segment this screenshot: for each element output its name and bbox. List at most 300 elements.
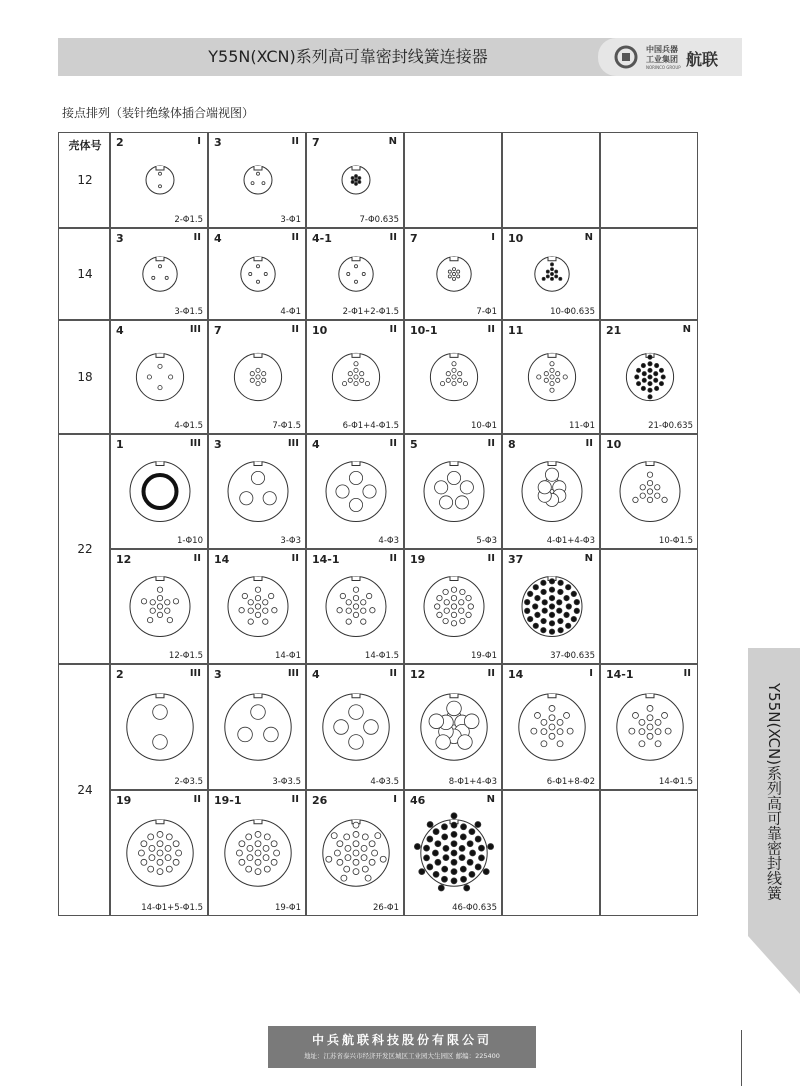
contact-pin (157, 850, 163, 856)
contact-pin (655, 729, 661, 735)
keyway-mark (352, 257, 360, 261)
arrangement-code: 14 (214, 553, 230, 566)
empty-cell (600, 790, 698, 916)
contact-pin (334, 850, 340, 856)
contact-pin (647, 489, 652, 494)
polarization-code: N (584, 232, 593, 243)
contact-pin (165, 600, 170, 605)
shell-header: 壳体号 (68, 139, 102, 152)
contact-pin (647, 724, 653, 730)
contact-arrangement-diagram (405, 791, 503, 917)
contact-pin (159, 172, 162, 175)
keyway-mark (156, 462, 164, 466)
contact-pin (263, 492, 276, 505)
shell-size-cell (58, 228, 110, 320)
contact-pin (353, 841, 359, 847)
contact-pin (545, 468, 558, 481)
polarization-code: II (389, 232, 397, 243)
contact-arrangement-diagram (307, 791, 405, 917)
contact-pin (414, 844, 420, 850)
contact-pin (435, 604, 440, 609)
arrangement-cell (306, 132, 404, 228)
arrangement-cell (600, 320, 698, 434)
contact-pin (331, 833, 337, 839)
contact-pin (264, 866, 270, 872)
arrangement-cell (306, 549, 404, 664)
contact-arrangement-diagram (111, 550, 209, 665)
contact-pin (239, 608, 244, 613)
contact-spec: 46-Φ0.635 (452, 903, 497, 913)
contact-pin (549, 587, 554, 592)
contact-arrangement-diagram (209, 791, 307, 917)
contact-arrangement-diagram (405, 321, 503, 435)
contact-pin (541, 618, 546, 623)
keyway-mark (254, 694, 262, 698)
arrangement-code: 4 (214, 232, 222, 245)
contact-pin (452, 277, 455, 280)
company-address: 地址：江苏省泰兴市经济开发区城区工业园大生园区 邮编：225400 (304, 1052, 500, 1060)
arrangement-code: 1 (116, 438, 124, 451)
arrangement-cell (208, 664, 306, 790)
insulator-outline (241, 257, 275, 291)
contact-pin (541, 589, 546, 594)
contact-pin (550, 277, 553, 280)
contact-pin (369, 859, 375, 865)
contact-pin (351, 180, 354, 183)
contact-spec: 37-Φ0.635 (550, 651, 595, 661)
contact-pin (157, 595, 162, 600)
contact-arrangement-diagram (209, 435, 307, 550)
contact-pin (448, 270, 451, 273)
contact-pin (167, 617, 172, 622)
keyway-mark (156, 577, 164, 581)
contact-pin (461, 876, 467, 882)
page-rule (741, 1030, 742, 1086)
contact-pin (447, 701, 462, 716)
contact-spec: 10-Φ1.5 (658, 536, 693, 546)
polarization-code: III (189, 438, 201, 449)
contact-pin (250, 372, 254, 376)
arrangement-code: 10 (606, 438, 622, 451)
contact-pin (271, 859, 277, 865)
polarization-code: N (486, 794, 495, 805)
polarization-code: II (193, 794, 201, 805)
contact-pin (549, 612, 554, 617)
contact-pin (173, 841, 179, 847)
keyway-mark (450, 462, 458, 466)
contact-pin (262, 182, 265, 185)
empty-cell (600, 228, 698, 320)
contact-pin (427, 864, 433, 870)
insulator-outline (143, 257, 177, 291)
norinco-logo-icon (612, 45, 640, 69)
contact-spec: 10-Φ1 (471, 421, 497, 431)
polarization-code: II (487, 668, 495, 679)
contact-pin (542, 608, 547, 613)
contact-pin (639, 719, 645, 725)
contact-pin (655, 719, 661, 725)
contact-pin (168, 375, 172, 379)
contact-arrangement-diagram (503, 665, 601, 791)
contact-arrangement-diagram (503, 321, 601, 435)
contact-pin (435, 481, 448, 494)
arrangement-cell (110, 320, 208, 434)
contact-pin (358, 177, 361, 180)
contact-pin (248, 600, 253, 605)
arrangement-code: 4 (116, 324, 124, 337)
contact-pin (442, 834, 448, 840)
arrangement-code: 5 (410, 438, 418, 451)
contact-pin (256, 375, 260, 379)
polarization-code: II (487, 438, 495, 449)
contact-spec: 19-Φ1 (471, 651, 497, 661)
contact-pin (641, 363, 645, 367)
contact-pin (451, 822, 457, 828)
contact-pin (571, 616, 576, 621)
insulator-outline (424, 462, 484, 522)
contact-pin (550, 381, 554, 385)
contact-pin (346, 608, 351, 613)
contact-pin (354, 280, 357, 283)
arrangement-cell (502, 228, 600, 320)
contact-pin (557, 741, 563, 747)
contact-pin (451, 878, 457, 884)
contact-pin (157, 869, 163, 875)
contact-pin (255, 587, 260, 592)
contact-pin (364, 720, 379, 735)
contact-pin (354, 362, 358, 366)
empty-cell (502, 790, 600, 916)
contact-pin (451, 850, 457, 856)
contact-arrangement-diagram (209, 665, 307, 791)
arrangement-code: 3 (214, 438, 222, 451)
arrangement-cell (110, 790, 208, 916)
contact-pin (549, 595, 554, 600)
shell-size-cell (58, 132, 110, 228)
contact-pin (549, 629, 554, 634)
contact-pin (558, 618, 563, 623)
contact-pin (424, 855, 430, 861)
contact-pin (346, 619, 351, 624)
contact-pin (173, 859, 179, 865)
contact-pin (460, 834, 466, 840)
contact-pin (541, 580, 546, 585)
contact-pin (467, 859, 473, 865)
contact-pin (263, 600, 268, 605)
arrangement-cell (502, 664, 600, 790)
contact-pin (443, 855, 449, 861)
contact-pin (542, 277, 545, 280)
polarization-code: III (287, 668, 299, 679)
contact-pin (629, 728, 635, 734)
contact-pin (345, 845, 351, 851)
contact-pin (451, 604, 456, 609)
contact-pin (550, 263, 553, 266)
contact-pin (442, 866, 448, 872)
contact-pin (443, 589, 448, 594)
contact-pin (640, 493, 645, 498)
contact-pin (251, 705, 266, 720)
contact-pin (466, 595, 471, 600)
contact-pin (152, 276, 155, 279)
shell-size-cell (58, 320, 110, 434)
contact-pin (460, 481, 473, 494)
contact-pin (147, 617, 152, 622)
company-name: 中兵航联科技股份有限公司 (311, 1033, 492, 1047)
contact-pin (158, 385, 162, 389)
contact-pin (262, 378, 266, 382)
contact-pin (654, 372, 658, 376)
keyway-mark (450, 257, 458, 261)
contact-pin (271, 841, 277, 847)
contact-pin (141, 599, 146, 604)
contact-pin (647, 733, 653, 739)
contact-pin (176, 850, 182, 856)
contact-pin (574, 599, 579, 604)
insulator-outline (130, 462, 190, 522)
contact-pin (648, 375, 652, 379)
contact-pin (527, 591, 532, 596)
contact-pin (436, 735, 451, 750)
side-tab-text: Y55N(XCN)系列高可靠密封线簧 (765, 683, 783, 901)
arrangement-code: 14-1 (312, 553, 340, 566)
contact-pin (550, 268, 553, 271)
polarization-code: III (189, 668, 201, 679)
arrangement-code: 7 (312, 136, 320, 149)
contact-pin (647, 705, 653, 711)
contact-pin (437, 595, 442, 600)
keyway-mark (254, 462, 262, 466)
contact-pin (380, 856, 386, 862)
contact-pin (264, 834, 270, 840)
polarization-code: II (585, 438, 593, 449)
contact-pin (157, 859, 163, 865)
contact-pin (358, 180, 361, 183)
contact-pin (165, 845, 171, 851)
contact-pin (464, 885, 470, 891)
contact-pin (150, 600, 155, 605)
contact-pin (255, 831, 261, 837)
polarization-code: II (389, 438, 397, 449)
contact-pin (349, 735, 364, 750)
contact-pin (255, 859, 261, 865)
empty-cell (404, 132, 502, 228)
contact-pin (255, 869, 261, 875)
insulator-outline (136, 353, 183, 400)
contact-pin (441, 876, 447, 882)
contact-pin (153, 705, 168, 720)
contact-pin (247, 845, 253, 851)
contact-pin (546, 270, 549, 273)
contact-pin (444, 608, 449, 613)
contact-pin (255, 850, 261, 856)
arrangement-cell (600, 664, 698, 790)
contact-pin (475, 864, 481, 870)
contact-pin (439, 496, 452, 509)
contact-pin (165, 855, 171, 861)
keyway-mark (352, 577, 360, 581)
contact-pin (542, 600, 547, 605)
contact-pin (263, 855, 269, 861)
contact-pin (256, 381, 260, 385)
contact-pin (549, 604, 554, 609)
contact-arrangement-diagram (111, 435, 209, 550)
shell-size-cell (58, 664, 110, 916)
contact-pin (633, 497, 638, 502)
keyway-mark (352, 353, 360, 357)
polarization-code: II (683, 668, 691, 679)
contact-pin (457, 270, 460, 273)
contact-pin (256, 280, 259, 283)
contact-pin (636, 381, 640, 385)
arrangement-code: 8 (508, 438, 516, 451)
contact-pin (443, 845, 449, 851)
contact-pin (550, 368, 554, 372)
contact-pin (457, 275, 460, 278)
contact-pin (451, 621, 456, 626)
contact-pin (458, 378, 462, 382)
contact-spec: 4-Φ1 (280, 307, 301, 317)
contact-pin (441, 824, 447, 830)
contact-pin (546, 275, 549, 278)
contact-pin (264, 272, 267, 275)
brand-name: 航联 (686, 50, 719, 69)
contact-pin (365, 381, 369, 385)
contact-pin (488, 844, 494, 850)
contact-pin (557, 729, 563, 735)
contact-pin (461, 824, 467, 830)
arrangement-cell (404, 549, 502, 664)
contact-pin (550, 375, 554, 379)
contact-pin (463, 381, 467, 385)
contact-arrangement-diagram (503, 550, 601, 665)
polarization-code: II (291, 232, 299, 243)
polarization-code: II (291, 553, 299, 564)
empty-cell (600, 132, 698, 228)
contact-pin (353, 587, 358, 592)
keyway-mark (548, 694, 556, 698)
contact-pin (459, 600, 464, 605)
contact-arrangement-diagram (405, 665, 503, 791)
polarization-code: N (388, 136, 397, 147)
arrangement-cell (110, 434, 208, 549)
keyway-mark (352, 462, 360, 466)
contact-pin (360, 378, 364, 382)
contact-pin (549, 724, 555, 730)
contact-pin (642, 372, 646, 376)
arrangement-code: 3 (116, 232, 124, 245)
contact-pin (361, 608, 366, 613)
insulator-outline (228, 462, 288, 522)
contact-pin (342, 381, 346, 385)
contact-pin (475, 836, 481, 842)
section-subtitle: 接点排列（装针绝缘体插合端视图） (62, 106, 255, 120)
polarization-code: II (291, 136, 299, 147)
contact-spec: 12-Φ1.5 (168, 651, 203, 661)
contact-pin (348, 378, 352, 382)
contact-pin (158, 265, 161, 268)
arrangement-cell (208, 549, 306, 664)
contact-spec: 2-Φ1+2-Φ1.5 (342, 307, 399, 317)
arrangement-code: 37 (508, 553, 524, 566)
contact-pin (256, 265, 259, 268)
contact-pin (369, 841, 375, 847)
contact-pin (647, 480, 652, 485)
contact-spec: 6-Φ1+8-Φ2 (546, 777, 595, 787)
contact-pin (255, 595, 260, 600)
polarization-code: I (491, 232, 495, 243)
keyway-mark (156, 257, 164, 261)
arrangement-cell (502, 434, 600, 549)
contact-pin (535, 595, 540, 600)
contact-pin (483, 869, 489, 875)
contact-pin (549, 579, 554, 584)
contact-pin (353, 850, 359, 856)
contact-pin (648, 368, 652, 372)
contact-pin (550, 272, 553, 275)
contact-pin (344, 866, 350, 872)
contact-arrangement-diagram (307, 435, 405, 550)
polarization-code: I (589, 668, 593, 679)
contact-pin (347, 272, 350, 275)
contact-pin (443, 618, 448, 623)
contact-pin (362, 866, 368, 872)
logo-cn-text: 中国兵器 工业集团 (646, 45, 678, 64)
contact-pin (654, 386, 658, 390)
insulator-outline (339, 257, 373, 291)
contact-pin (153, 735, 168, 750)
contact-pin (549, 715, 555, 721)
insulator-outline (326, 462, 386, 522)
contact-spec: 10-Φ0.635 (550, 307, 595, 317)
contact-pin (239, 841, 245, 847)
arrangement-code: 14 (508, 668, 524, 681)
contact-pin (648, 362, 652, 366)
contact-pin (157, 841, 163, 847)
contact-pin (648, 355, 652, 359)
contact-pin (460, 589, 465, 594)
arrangement-code: 3 (214, 136, 222, 149)
arrangement-code: 12 (410, 668, 426, 681)
contact-pin (246, 834, 252, 840)
contact-spec: 3-Φ1 (280, 215, 301, 225)
contact-arrangement-diagram (111, 791, 209, 917)
contact-arrangement-diagram (601, 321, 699, 435)
contact-pin (144, 475, 177, 508)
contact-spec: 14-Φ1+5-Φ1.5 (141, 903, 203, 913)
contact-pin (353, 859, 359, 865)
contact-pin (662, 497, 667, 502)
contact-pin (452, 368, 456, 372)
contact-pin (533, 584, 538, 589)
arrangement-code: 4 (312, 438, 320, 451)
contact-pin (558, 627, 563, 632)
arrangement-cell (306, 664, 404, 790)
contact-pin (337, 841, 343, 847)
arrangement-code: 10 (508, 232, 524, 245)
contact-pin (349, 498, 362, 511)
keyway-mark (254, 166, 262, 170)
contact-pin (354, 381, 358, 385)
insulator-outline (225, 694, 291, 760)
contact-pin (565, 584, 570, 589)
contact-pin (345, 855, 351, 861)
contact-pin (451, 587, 456, 592)
contact-pin (448, 275, 451, 278)
contact-pin (440, 381, 444, 385)
contact-pin (447, 471, 460, 484)
contact-pin (574, 608, 579, 613)
